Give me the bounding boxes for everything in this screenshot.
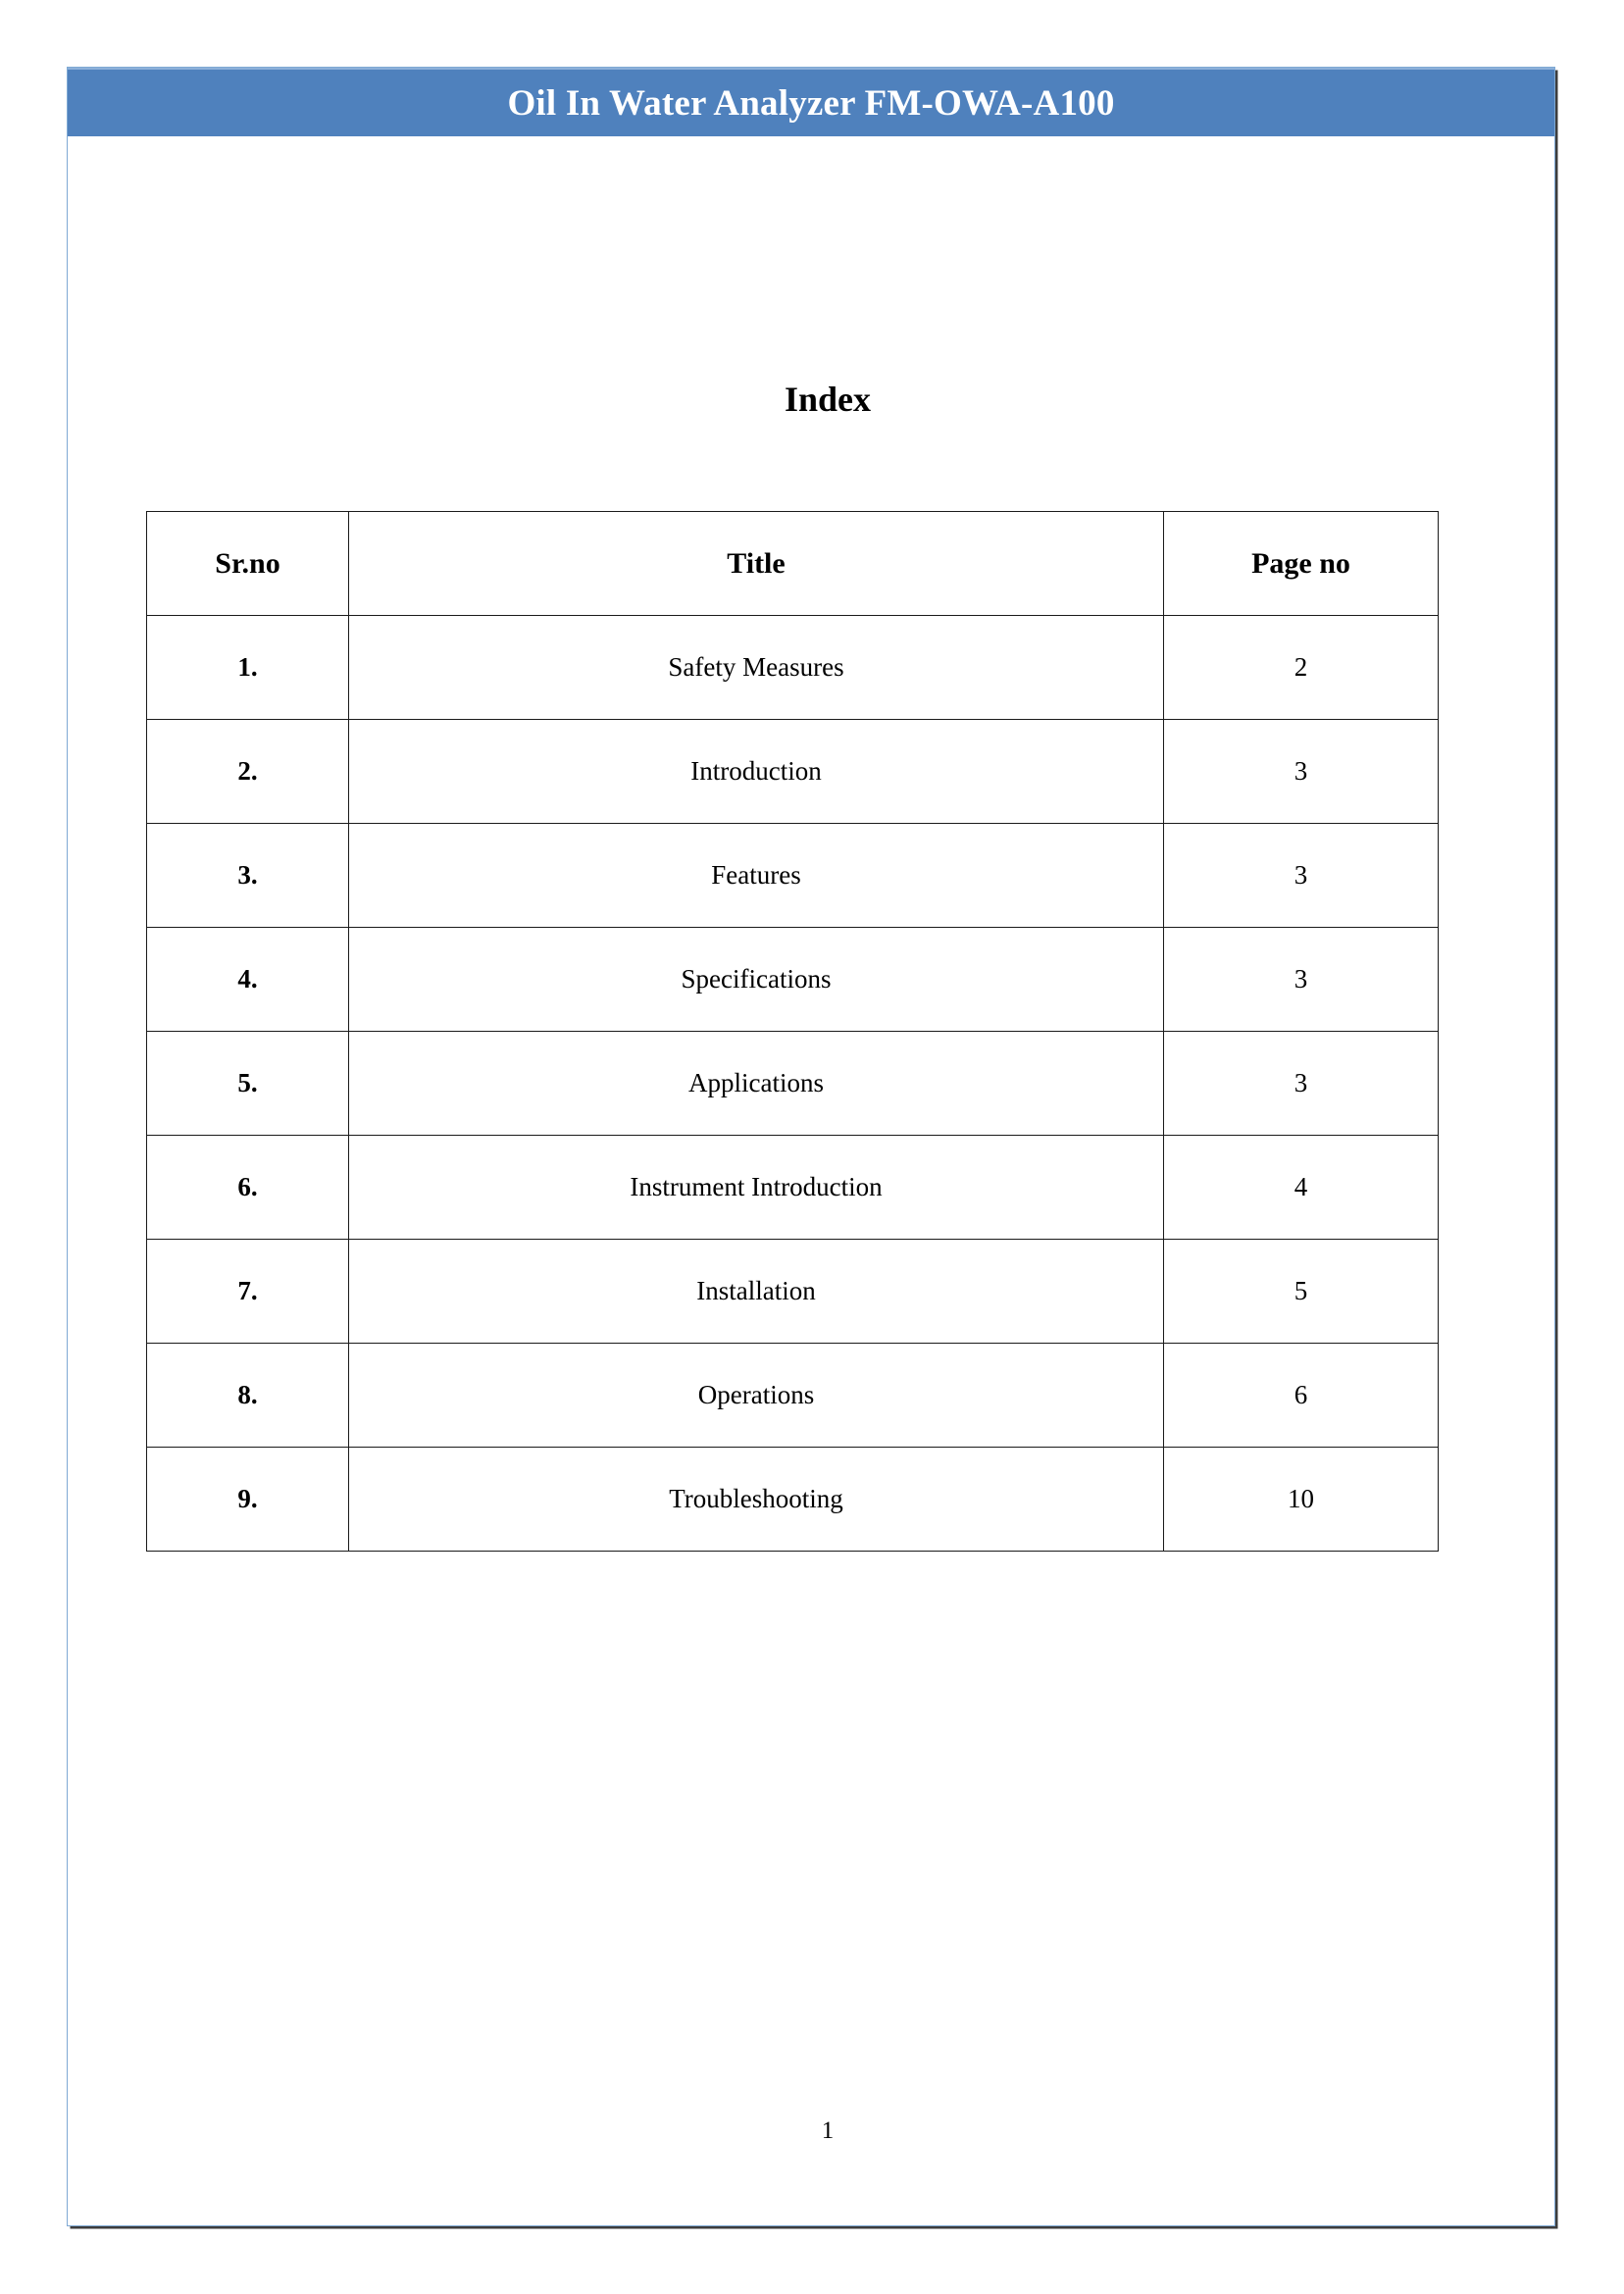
- row-page-number: 6: [1164, 1344, 1439, 1448]
- row-title: Troubleshooting: [349, 1448, 1164, 1552]
- row-title: Specifications: [349, 928, 1164, 1032]
- document-header-banner: [68, 68, 1554, 136]
- table-row: [147, 1344, 1439, 1448]
- row-serial-number: 2.: [147, 720, 349, 824]
- row-serial-number: 3.: [147, 824, 349, 928]
- page-footer: [68, 2117, 1554, 2145]
- row-title: Applications: [349, 1032, 1164, 1136]
- row-title: Instrument Introduction: [349, 1136, 1164, 1240]
- row-page-number: 10: [1164, 1448, 1439, 1552]
- page-number: 1: [821, 2117, 835, 2144]
- index-heading: [68, 379, 1554, 420]
- row-serial-number: 9.: [147, 1448, 349, 1552]
- row-page-number: 3: [1164, 1032, 1439, 1136]
- index-heading-label: Index: [784, 380, 872, 419]
- table-row: [147, 720, 1439, 824]
- column-header-srno: Sr.no: [147, 512, 349, 616]
- row-page-number: 4: [1164, 1136, 1439, 1240]
- row-title: Introduction: [349, 720, 1164, 824]
- row-page-number: 3: [1164, 928, 1439, 1032]
- row-title: Installation: [349, 1240, 1164, 1344]
- table-row: [147, 1136, 1439, 1240]
- table-row: [147, 1240, 1439, 1344]
- column-header-title: Title: [349, 512, 1164, 616]
- row-title: Operations: [349, 1344, 1164, 1448]
- table-row: [147, 1032, 1439, 1136]
- row-page-number: 3: [1164, 824, 1439, 928]
- row-page-number: 5: [1164, 1240, 1439, 1344]
- index-table-head: [147, 512, 1439, 616]
- column-header-page: Page no: [1164, 512, 1439, 616]
- table-row: [147, 928, 1439, 1032]
- row-title: Safety Measures: [349, 616, 1164, 720]
- row-serial-number: 6.: [147, 1136, 349, 1240]
- index-table: [146, 511, 1439, 1552]
- row-page-number: 2: [1164, 616, 1439, 720]
- row-page-number: 3: [1164, 720, 1439, 824]
- row-serial-number: 5.: [147, 1032, 349, 1136]
- page-content: [68, 136, 1554, 2225]
- table-row: [147, 1448, 1439, 1552]
- document-page: [67, 67, 1555, 2226]
- row-serial-number: 4.: [147, 928, 349, 1032]
- index-table-container: [146, 511, 1438, 1552]
- row-serial-number: 1.: [147, 616, 349, 720]
- index-table-body: [147, 616, 1439, 1552]
- row-serial-number: 7.: [147, 1240, 349, 1344]
- table-row: [147, 824, 1439, 928]
- document-title: Oil In Water Analyzer FM-OWA-A100: [507, 82, 1115, 124]
- row-title: Features: [349, 824, 1164, 928]
- table-row: [147, 616, 1439, 720]
- row-serial-number: 8.: [147, 1344, 349, 1448]
- table-header-row: [147, 512, 1439, 616]
